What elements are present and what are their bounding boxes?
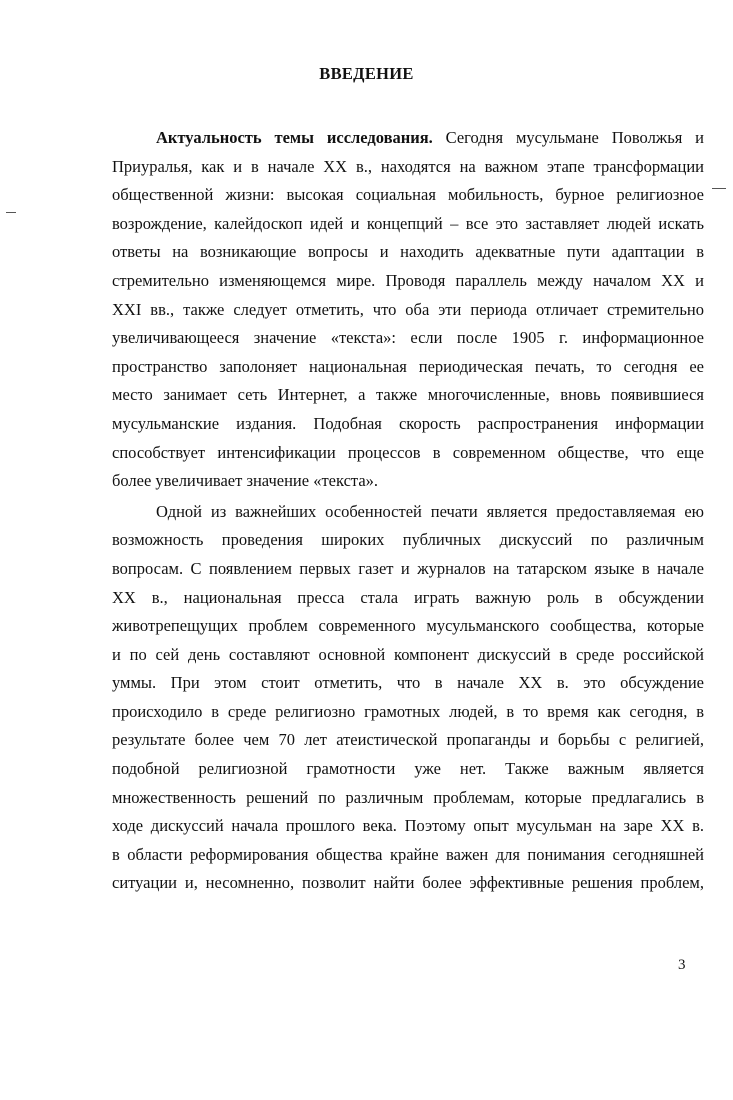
paragraph-1-lead: Актуальность темы исследования. (156, 128, 433, 147)
paragraph-1-line-2: Приуралья, как и в начале XX в., находятся на важном этапе трансформации (112, 156, 704, 176)
paragraph-1-line-12: способствует интенсификации процессов в современном обществе, что еще (112, 442, 704, 462)
paragraph-1-line-8: увеличивающееся значение «текста»: если после 1905 г. информационное (112, 328, 704, 348)
scan-mark-right (712, 188, 726, 189)
page-number: 3 (678, 957, 686, 973)
paragraph-2-line-3: вопросам. С появлением первых газет и журналов на татарском языке в начале (112, 558, 704, 578)
paragraph-2-line-10: подобной религиозной грамотности уже нет. Также важным является (112, 759, 704, 779)
paragraph-2-line-12: ходе дискуссий начала прошлого века. Поэтому опыт мусульман на заре XX в. (112, 816, 704, 836)
paragraph-2-line-6: и по сей день составляют основной компонент дискуссий в среде российской (112, 644, 704, 664)
paragraph-1-line-13: более увеличивает значение «текста». (112, 471, 379, 491)
paragraph-2-line-4: XX в., национальная пресса стала играть важную роль в обсуждении (112, 587, 704, 607)
paragraph-1-line-5: ответы на возникающие вопросы и находить адекватные пути адаптации в (112, 242, 704, 262)
paragraph-1-line-4: возрождение, калейдоскоп идей и концепций – все это заставляет людей искать (112, 213, 704, 233)
paragraph-1-line-1-text: Сегодня мусульмане Поволжья и (432, 128, 704, 147)
paragraph-2-line-9: результате более чем 70 лет атеистической пропаганды и борьбы с религией, (112, 730, 704, 750)
scan-mark-left (6, 212, 16, 213)
paragraph-1-line-1 (112, 124, 704, 153)
paragraph-2-line-2: возможность проведения широких публичных дискуссий по различным (112, 530, 704, 550)
paragraph-2-line-8: происходило в среде религиозно грамотных людей, в то время как сегодня, в (112, 701, 704, 721)
paragraph-1-line-7: XXI вв., также следует отметить, что оба эти периода отличает стремительно (112, 299, 704, 319)
paragraph-2-line-7: уммы. При этом стоит отметить, что в начале XX в. это обсуждение (112, 673, 704, 693)
paragraph-2-line-14: ситуации и, несомненно, позволит найти более эффективные решения проблем, (112, 873, 704, 893)
paragraph-2-line-13: в области реформирования общества крайне важен для понимания сегодняшней (112, 844, 704, 864)
paragraph-2-line-5: животрепещущих проблем современного мусульманского сообщества, которые (112, 616, 704, 636)
body-text (112, 124, 704, 898)
paragraph-1-line-11: мусульманские издания. Подобная скорость распространения информации (112, 413, 704, 433)
paragraph-1-line-6: стремительно изменяющемся мире. Проводя параллель между началом XX и (112, 270, 704, 290)
paragraph-2-line-11: множественность решений по различным проблемам, которые предлагались в (112, 787, 704, 807)
paragraph-1-line-10: место занимает сеть Интернет, а также многочисленные, вновь появившиеся (112, 385, 704, 405)
paragraph-1-line-3: общественной жизни: высокая социальная мобильность, бурное религиозное (112, 185, 704, 205)
page-title: ВВЕДЕНИЕ (319, 64, 414, 83)
paragraph-2-line-1: Одной из важнейших особенностей печати является предоставляемая ею (156, 501, 704, 521)
paragraph-1-line-9: пространство заполоняет национальная периодическая печать, то сегодня ее (112, 356, 704, 376)
